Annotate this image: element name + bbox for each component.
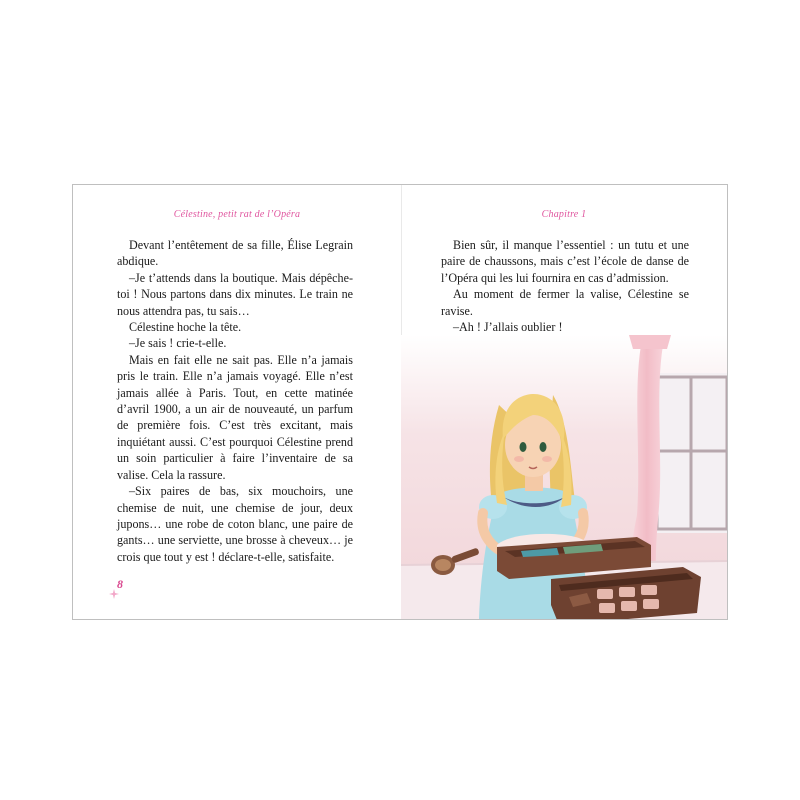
page-number: 8 (117, 577, 123, 591)
paragraph: Célestine hoche la tête. (129, 320, 242, 335)
right-page (401, 185, 727, 619)
window (653, 373, 727, 533)
left-page-text (117, 237, 353, 565)
sparkle-icon (109, 589, 119, 599)
paragraph: –Je sais ! crie-t-elle. (129, 336, 227, 351)
paragraph: Au moment de fermer la valise, Célestine se ravise. (441, 287, 689, 318)
right-page-text (441, 237, 689, 335)
running-head-right: Chapitre 1 (541, 209, 587, 220)
left-page (73, 185, 401, 619)
paragraph: Devant l’entêtement de sa fille, Élise Legrain abdique. (117, 238, 353, 269)
running-head-left: Célestine, petit rat de l’Opéra (173, 209, 301, 220)
illustration-girl-packing-suitcase (401, 335, 727, 619)
paragraph: Bien sûr, il manque l’essentiel : un tutu et une paire de chaussons, mais c’est l’école de danse de l’Opéra qui les lui fournira en cas d’admission. (441, 238, 689, 285)
book-spread (72, 184, 728, 620)
paragraph: –Six paires de bas, six mouchoirs, une chemise de nuit, une chemise de jour, deux jupons… une robe de coton blanc, une paire de gants… une serviette, une brosse à cheveux… je crois que tout y est ! déclare-t-elle, satisfaite. (117, 484, 353, 564)
paragraph: –Je t’attends dans la boutique. Mais dépêche-toi ! Nous partons dans dix minutes. Le train ne nous attendra pas, tu sais… (117, 270, 353, 318)
paragraph: –Ah ! J’allais oublier ! (453, 320, 563, 335)
paragraph: Mais en fait elle ne sait pas. Elle n’a jamais pris le train. Elle n’a jamais voyagé. Elle n’est jamais allée à Paris. Tout, en cette matinée d’avril 1900, a un air de nouveauté, un parfum de première fois. C’est très excitant, mais inquiétant aussi. C’est pourquoi Célestine prend un soin particulier à faire l’inventaire de sa valise. Cela la rassure. (117, 352, 353, 482)
